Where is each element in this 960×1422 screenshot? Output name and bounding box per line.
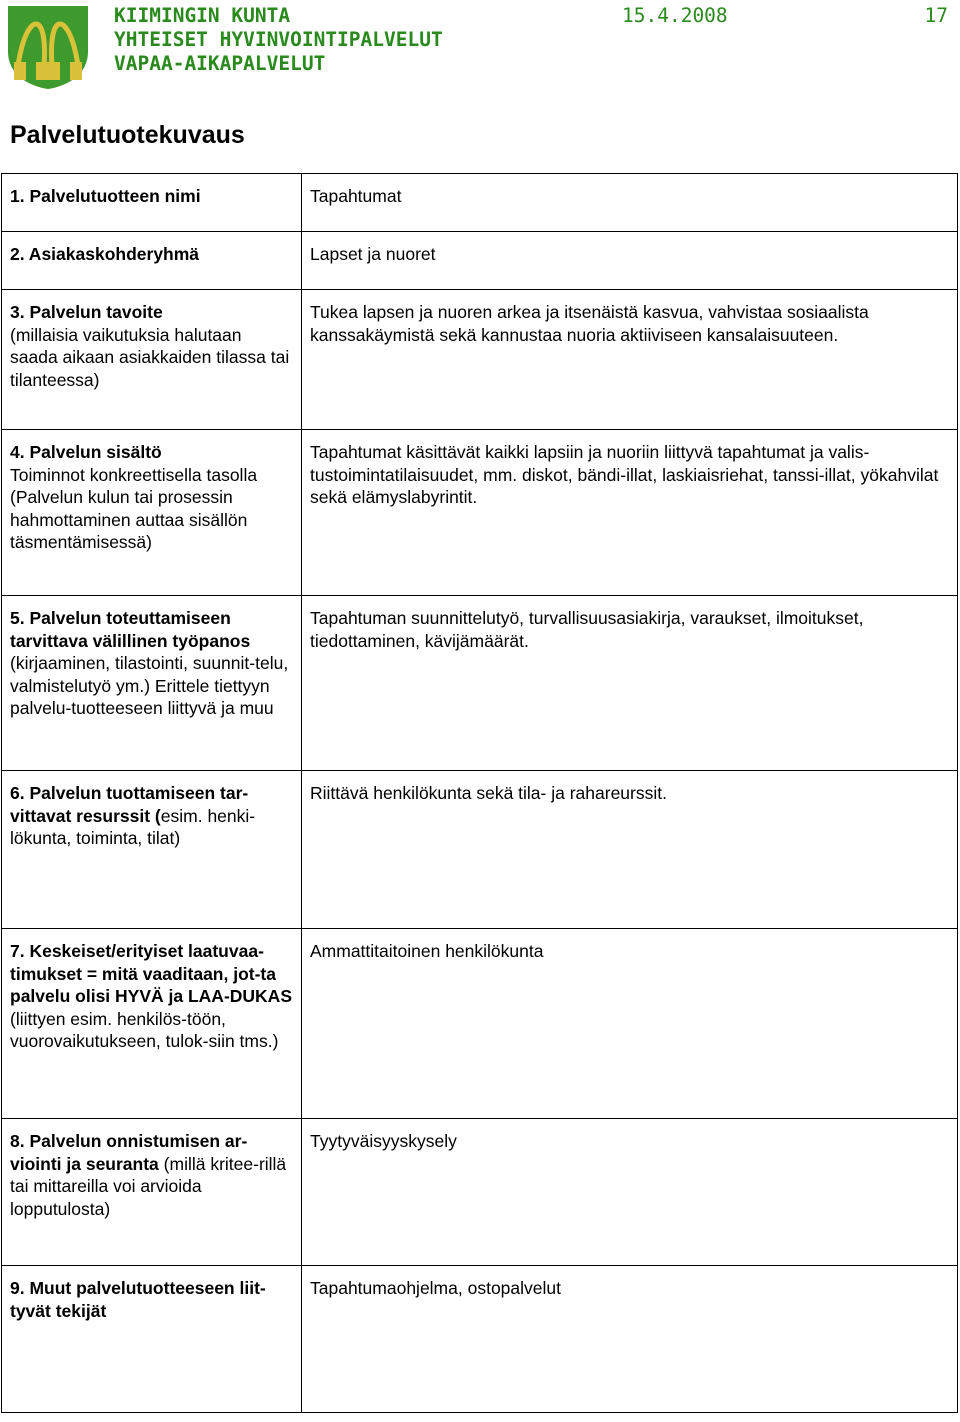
row-label: 3. Palvelun tavoite (millaisia vaikutuksia halutaan saada aikaan asiakkaiden tilassa tai tilanteessa) — [2, 290, 302, 430]
row-value: Tapahtumaohjelma, ostopalvelut — [302, 1266, 958, 1413]
org-line-3: VAPAA-AIKAPALVELUT — [114, 52, 326, 75]
row-label: 4. Palvelun sisältö Toiminnot konkreettisella tasolla (Palvelun kulun tai prosessin hahmottaminen auttaa sisällön täsmentämisessä) — [2, 430, 302, 596]
row-value: Tyytyväisyyskysely — [302, 1119, 958, 1266]
row-label: 5. Palvelun toteuttamiseen tarvittava välillinen työpanos (kirjaaminen, tilastointi, suunnit-telu, valmistelutyö ym.) Erittele tiettyyn palvelu-tuotteeseen liittyvä ja muu — [2, 596, 302, 771]
table-row — [2, 771, 958, 929]
service-description-table — [1, 173, 958, 1413]
table-row — [2, 929, 958, 1119]
row-label: 9. Muut palvelutuotteeseen liit-tyvät tekijät — [2, 1266, 302, 1413]
table-row — [2, 232, 958, 290]
organization-name — [114, 4, 443, 76]
org-line-2: YHTEISET HYVINVOINTIPALVELUT — [114, 28, 443, 51]
municipal-coat-of-arms-icon — [6, 4, 90, 90]
row-label: 6. Palvelun tuottamiseen tar-vittavat resurssit (esim. henki-lökunta, toiminta, tilat) — [2, 771, 302, 929]
row-value: Tapahtumat käsittävät kaikki lapsiin ja nuoriin liittyvä tapahtumat ja valis-tustoimintatilaisuudet, mm. diskot, bändi-illat, laskiaisriehat, tanssi-illat, yökahvilat sekä elämyslabyrintit. — [302, 430, 958, 596]
row-value: Riittävä henkilökunta sekä tila- ja rahareurssit. — [302, 771, 958, 929]
table-row — [2, 290, 958, 430]
row-value: Lapset ja nuoret — [302, 232, 958, 290]
table-row — [2, 1119, 958, 1266]
row-value: Tapahtumat — [302, 174, 958, 232]
row-label: 1. Palvelutuotteen nimi — [2, 174, 302, 232]
page-number: 17 — [924, 4, 948, 27]
org-line-1: KIIMINGIN KUNTA — [114, 4, 291, 27]
page-title: Palvelutuotekuvaus — [10, 121, 245, 149]
document-header — [0, 0, 960, 95]
row-value: Ammattitaitoinen henkilökunta — [302, 929, 958, 1119]
row-label: 7. Keskeiset/erityiset laatuvaa-timukset = mitä vaaditaan, jot-ta palvelu olisi HYVÄ ja LAA-DUKAS (liittyen esim. henkilös-töön, vuorovaikutukseen, tulok-siin tms.) — [2, 929, 302, 1119]
row-label: 8. Palvelun onnistumisen ar-viointi ja seuranta (millä kritee-rillä tai mittareilla voi arvioida lopputulosta) — [2, 1119, 302, 1266]
table-row — [2, 596, 958, 771]
document-date: 15.4.2008 — [622, 4, 728, 27]
row-label: 2. Asiakaskohderyhmä — [2, 232, 302, 290]
table-row — [2, 1266, 958, 1413]
row-value: Tukea lapsen ja nuoren arkea ja itsenäistä kasvua, vahvistaa sosiaalista kanssakäymistä sekä kannustaa nuoria aktiiviseen kansalaisuuteen. — [302, 290, 958, 430]
table-row — [2, 174, 958, 232]
row-value: Tapahtuman suunnittelutyö, turvallisuusasiakirja, varaukset, ilmoitukset, tiedottaminen, kävijämäärät. — [302, 596, 958, 771]
table-row — [2, 430, 958, 596]
